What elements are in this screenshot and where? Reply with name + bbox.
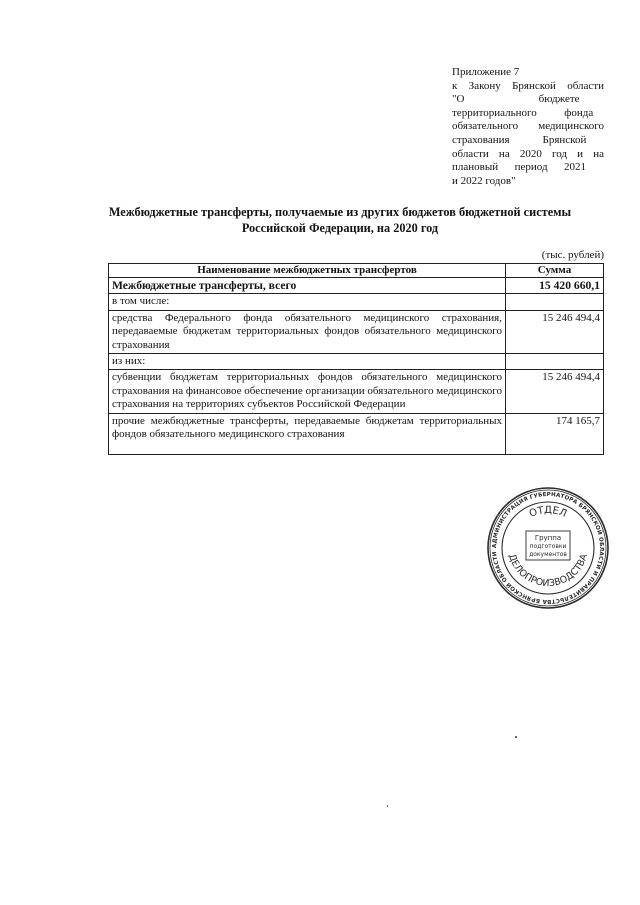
scan-speck <box>515 736 517 738</box>
header-sum-cell: Сумма <box>506 264 604 278</box>
document-title <box>60 204 620 236</box>
including-cell: в том числе: <box>109 294 506 310</box>
appendix-reference <box>452 66 604 188</box>
empty-cell <box>506 354 604 370</box>
empty-cell <box>506 294 604 310</box>
total-sum-cell: 15 420 660,1 <box>506 278 604 294</box>
stamp-bottom-word: ДЕЛОПРОИЗВОДСТВА <box>506 552 590 590</box>
table-row-including <box>109 294 604 310</box>
appendix-line: к Закону Брянской области <box>452 79 604 92</box>
header-name-cell: Наименование межбюджетных трансфертов <box>109 264 506 278</box>
table-row-of-which <box>109 354 604 370</box>
of-which-cell: из них: <box>109 354 506 370</box>
federal-sum-cell: 15 246 494,4 <box>506 310 604 353</box>
stamp-seal-icon <box>486 486 610 610</box>
appendix-line: области на 2020 год и на <box>452 147 604 160</box>
stamp-ring-text: АДМИНИСТРАЦИЯ ГУБЕРНАТОРА БРЯНСКОЙ ОБЛАСТИ И ПРАВИТЕЛЬСТВА БРЯНСКОЙ ОБЛАСТИ <box>491 491 605 605</box>
total-name-cell: Межбюджетные трансферты, всего <box>109 278 506 294</box>
document-title-line-1: Межбюджетные трансферты, получаемые из других бюджетов бюджетной системы <box>108 205 572 219</box>
appendix-line: Приложение 7 <box>452 66 520 78</box>
other-sum-cell: 174 165,7 <box>506 413 604 454</box>
table-row-other <box>109 413 604 454</box>
svg-text:ОТДЕЛ <box>528 505 568 520</box>
table-header-row <box>109 264 604 278</box>
stamp-center-line: документов <box>529 551 567 558</box>
document-title-line-2: Российской Федерации, на 2020 год <box>241 221 439 235</box>
table-row-federal <box>109 310 604 353</box>
appendix-line: страхования Брянской <box>452 133 587 146</box>
appendix-line: "О бюджете <box>452 93 580 106</box>
stamp-center-line: Группа <box>534 534 562 542</box>
official-stamp <box>486 486 610 610</box>
appendix-line: обязательного медицинского <box>452 120 604 133</box>
other-name-cell: прочие межбюджетные трансферты, передаваемые бюджетам территориальных фондов обязательного медицинского страхования <box>109 413 506 454</box>
table-row-subventions <box>109 370 604 413</box>
scan-speck <box>387 805 388 807</box>
units-label: (тыс. рублей) <box>541 249 604 261</box>
subventions-sum-cell: 15 246 494,4 <box>506 370 604 413</box>
federal-name-cell: средства Федерального фонда обязательного медицинского страхования, передаваемые бюджетам территориальных фондов обязательного медицинского страхования <box>109 310 506 353</box>
appendix-line: плановый период 2021 <box>452 161 587 174</box>
table-row-total <box>109 278 604 294</box>
appendix-line: территориального фонда <box>452 106 594 119</box>
appendix-line: и 2022 годов" <box>452 174 516 187</box>
transfers-table <box>108 263 604 455</box>
stamp-center-line: подготовки <box>529 543 567 550</box>
stamp-top-word: ОТДЕЛ <box>527 504 569 520</box>
subventions-name-cell: субвенции бюджетам территориальных фондов обязательного медицинского страхования на финансовое обеспечение организации обязательного медицинского страхования на территориях субъектов Российской Федерации <box>109 370 506 413</box>
